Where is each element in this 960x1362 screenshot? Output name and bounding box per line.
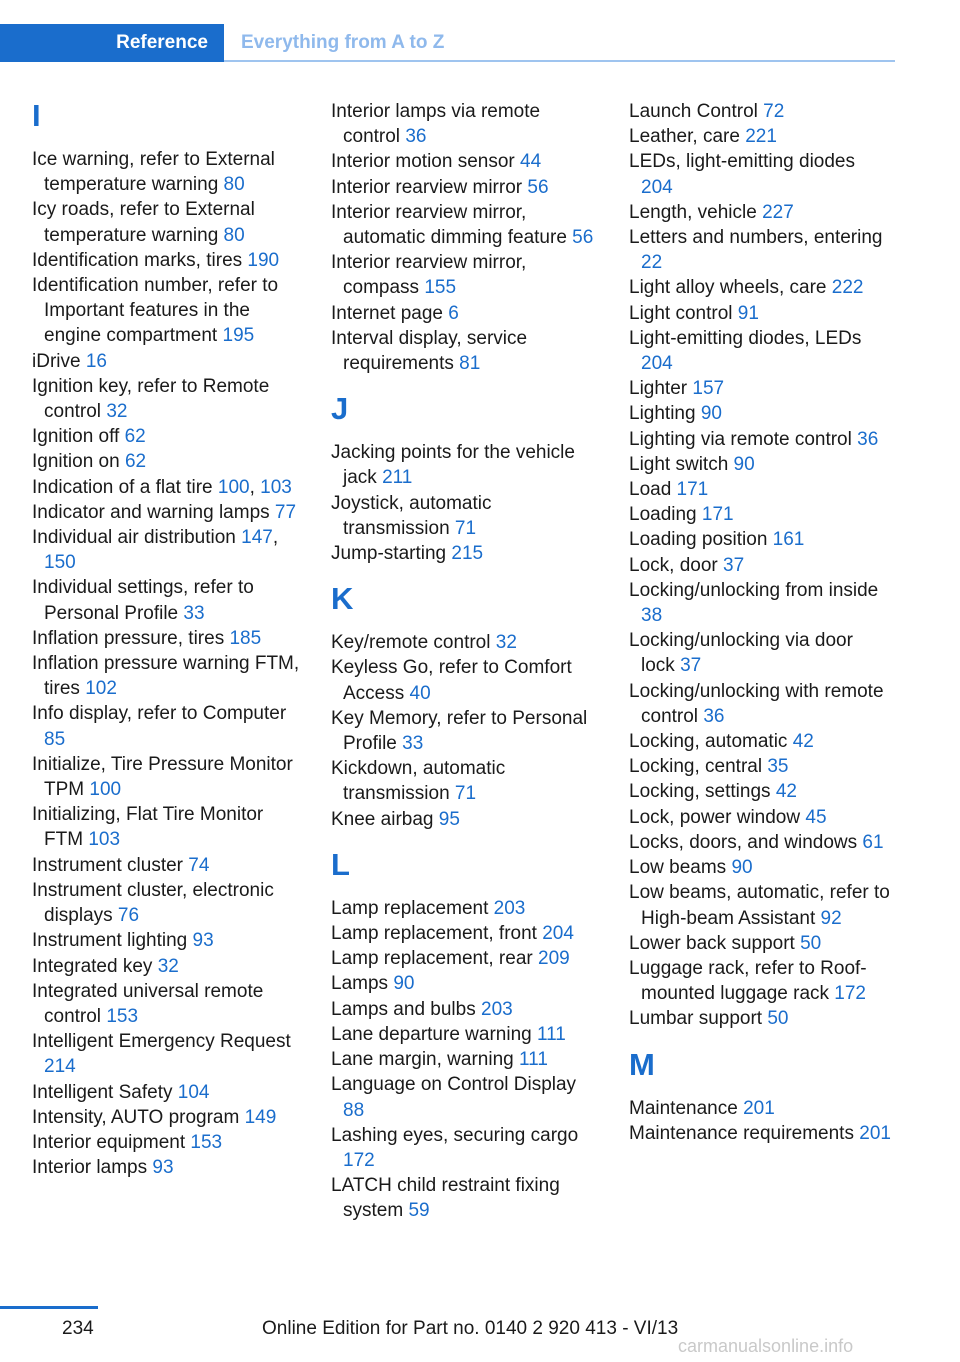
page-reference-link[interactable]: 161 — [772, 529, 805, 551]
page-reference-link[interactable]: 157 — [692, 378, 725, 400]
index-entry — [32, 525, 300, 575]
index-entry-term: Locking, central — [629, 756, 768, 778]
index-entry — [629, 830, 891, 855]
index-column-2 — [331, 99, 599, 1224]
index-letter-heading: I — [32, 98, 41, 133]
page-reference-link[interactable]: 32 — [495, 632, 517, 654]
index-entry — [629, 578, 891, 628]
index-entry — [331, 630, 599, 655]
index-entry-term: Length, vehicle — [629, 201, 763, 223]
index-entry — [32, 475, 300, 500]
index-entry-term: Intensity, AUTO program — [32, 1106, 245, 1128]
index-entry-term: Maintenance — [629, 1097, 744, 1119]
index-entry-term: Locking, settings — [629, 781, 776, 803]
index-entry — [331, 971, 599, 996]
index-entry — [629, 149, 891, 199]
index-entry — [32, 1155, 300, 1180]
index-entry-term: Lighting — [629, 403, 701, 425]
index-entry — [32, 928, 300, 953]
index-entry — [32, 349, 300, 374]
index-entry — [32, 374, 300, 424]
index-entry-term: Loading position — [629, 529, 773, 551]
index-entry-term: Lamp replacement — [331, 897, 494, 919]
index-entry-term: Maintenance requirements — [629, 1122, 860, 1144]
index-entry — [331, 1022, 599, 1047]
index-letter-heading: L — [331, 846, 350, 882]
index-entry — [32, 248, 300, 273]
page-reference-link[interactable]: 103 — [260, 476, 292, 498]
index-entry — [629, 200, 891, 225]
page-reference-link[interactable]: 102 — [85, 678, 117, 700]
index-entry-term: iDrive — [32, 350, 86, 372]
index-entry — [32, 752, 300, 802]
page-reference-link[interactable]: 90 — [733, 453, 755, 475]
page-reference-link[interactable]: 221 — [745, 126, 777, 148]
index-entry — [629, 880, 891, 930]
section-gap — [331, 376, 599, 392]
page-reference-link[interactable]: 149 — [244, 1106, 277, 1128]
index-entry-term: Lane margin, warning — [331, 1049, 519, 1071]
page-reference-link[interactable]: 95 — [438, 808, 460, 830]
index-entry — [32, 1080, 300, 1105]
page-reference-link[interactable]: 185 — [229, 627, 262, 649]
page-reference-link[interactable]: 32 — [106, 401, 128, 423]
page-reference-link[interactable]: 227 — [762, 201, 794, 223]
index-entry — [629, 401, 891, 426]
index-entry-term: Icy roads, refer to External temperature warning — [32, 199, 255, 246]
index-entry — [32, 626, 300, 651]
page-reference-link[interactable]: 172 — [343, 1149, 375, 1171]
page-reference-link[interactable]: 104 — [177, 1081, 210, 1103]
index-entry — [331, 1123, 599, 1173]
index-entry — [331, 99, 599, 149]
index-entry — [629, 326, 891, 376]
page-reference-link[interactable]: 81 — [459, 353, 481, 375]
index-entry — [331, 301, 599, 326]
index-column-1 — [32, 99, 300, 1180]
page-reference-link[interactable]: 111 — [536, 1023, 566, 1045]
page-reference-link[interactable]: 36 — [405, 126, 427, 148]
page-reference-link[interactable]: 203 — [481, 998, 513, 1020]
page-reference-link[interactable]: 59 — [408, 1200, 430, 1222]
index-entry-term: Locking/unlocking from inside — [629, 579, 879, 601]
running-header — [0, 24, 895, 62]
page-reference-link[interactable]: 91 — [737, 302, 759, 324]
page-reference-link[interactable]: 190 — [247, 249, 280, 271]
page-reference-link[interactable]: 90 — [731, 857, 753, 879]
page-reference-link[interactable]: 171 — [676, 479, 709, 501]
page-reference-link[interactable]: 37 — [723, 554, 745, 576]
index-entry — [629, 427, 891, 452]
page-number: 234 — [62, 1318, 94, 1339]
heading-spacer — [32, 133, 300, 147]
page-reference-link[interactable]: 153 — [190, 1131, 223, 1153]
page-reference-link[interactable]: 36 — [703, 705, 725, 727]
index-entry-term: Identification number, refer to Important features in the engine compartment — [32, 275, 279, 347]
page-reference-link[interactable]: 93 — [192, 930, 214, 952]
index-entry-term: Ignition key, refer to Remote control — [32, 375, 270, 423]
index-entry-term: Locking, automatic — [629, 731, 793, 753]
page-reference-link[interactable]: 215 — [451, 543, 484, 565]
page-reference-link[interactable]: 56 — [527, 176, 549, 198]
index-entry-term: Instrument lighting — [32, 930, 193, 952]
index-entry-term: Kickdown, automatic transmission — [331, 758, 506, 805]
index-entry-term: Lamps and bulbs — [331, 998, 481, 1020]
page-reference-link[interactable]: 37 — [680, 655, 702, 677]
page-reference-link[interactable]: 201 — [743, 1097, 775, 1119]
page-reference-link[interactable]: 76 — [117, 905, 140, 927]
index-entry-term: Light switch — [629, 453, 734, 475]
index-entry-term: Lamp replacement, rear — [331, 948, 538, 970]
page-reference-link[interactable]: 33 — [183, 602, 205, 624]
index-entry — [32, 500, 300, 525]
index-entry — [629, 931, 891, 956]
index-entry-term: Jump-starting — [331, 543, 452, 565]
index-entry-term: Indicator and warning lamps — [32, 501, 275, 523]
page-reference-link[interactable]: 45 — [805, 806, 827, 828]
index-entry — [32, 1105, 300, 1130]
index-entry-term: Initializing, Flat Tire Monitor FTM — [32, 804, 264, 851]
page-reference-link[interactable]: 62 — [124, 451, 147, 473]
page-reference-link[interactable]: 201 — [859, 1122, 891, 1144]
index-entry-term: Indication of a flat tire — [32, 476, 218, 498]
index-letter-heading: K — [331, 581, 354, 617]
index-entry-term: Key Memory, refer to Personal Profile — [331, 707, 588, 755]
index-entry — [629, 553, 891, 578]
page-reference-link[interactable]: 36 — [857, 428, 879, 450]
index-entry-term: Light control — [629, 302, 738, 324]
section-gap — [331, 832, 599, 848]
index-entry-term: Light alloy wheels, care — [629, 277, 832, 299]
index-entry-term: Lumbar support — [629, 1008, 768, 1030]
page-reference-link[interactable]: 222 — [831, 277, 864, 299]
index-entry-term: Launch Control — [629, 101, 764, 122]
index-entry — [331, 326, 599, 376]
index-entry — [32, 878, 300, 928]
index-entry-term: Ice warning, refer to External temperature warning — [32, 149, 275, 196]
index-entry — [629, 956, 891, 1006]
page-reference-link[interactable]: 172 — [834, 983, 866, 1005]
index-entry — [32, 651, 300, 701]
page-reference-link[interactable]: 32 — [157, 955, 179, 977]
index-entry — [32, 424, 300, 449]
heading-spacer — [629, 1082, 891, 1096]
index-entry — [32, 701, 300, 751]
page-reference-link[interactable]: 80 — [223, 224, 245, 246]
index-entry — [629, 679, 891, 729]
index-entry — [629, 225, 891, 275]
page-reference-link[interactable]: 74 — [188, 854, 210, 876]
index-entry — [331, 175, 599, 200]
index-entry — [32, 575, 300, 625]
index-entry-term: Identification marks, tires — [32, 249, 248, 271]
index-entry-term: Lane departure warning — [331, 1023, 537, 1045]
index-entry-term: Interior lamps — [32, 1157, 153, 1179]
page-reference-link[interactable]: 71 — [454, 517, 477, 539]
index-entry-term: Initialize, Tire Pressure Monitor TPM — [32, 753, 293, 801]
index-entry-term: Individual air distribution — [32, 527, 242, 549]
index-entry — [629, 301, 891, 326]
page-reference-link[interactable]: 93 — [152, 1157, 174, 1179]
index-entry — [331, 756, 599, 806]
index-entry-term: Key/remote control — [331, 632, 496, 654]
page-reference-link[interactable]: 204 — [641, 176, 673, 198]
page-reference-link[interactable]: 6 — [448, 302, 459, 324]
section-subtitle: Everything from A to Z — [241, 32, 445, 53]
index-entry — [32, 979, 300, 1029]
index-entry — [331, 896, 599, 921]
index-entry-term: Integrated universal remote control — [32, 980, 264, 1027]
index-entry — [331, 997, 599, 1022]
page-reference-link[interactable]: 204 — [542, 923, 574, 945]
page-separator: , — [272, 527, 279, 549]
index-entry — [331, 491, 599, 541]
page-reference-link[interactable]: 50 — [800, 932, 822, 954]
index-entry-term: Light-emitting diodes, LEDs — [629, 327, 862, 349]
page-reference-link[interactable]: 38 — [641, 605, 663, 627]
page-reference-link[interactable]: 214 — [44, 1056, 76, 1078]
page-reference-link[interactable]: 209 — [538, 948, 570, 970]
header-rule — [224, 60, 895, 62]
page-separator: , — [249, 476, 261, 498]
page-reference-link[interactable]: 71 — [454, 783, 477, 805]
index-entry-term: Lock, door — [629, 554, 723, 576]
page-reference-link[interactable]: 211 — [382, 467, 413, 489]
page-reference-link[interactable]: 22 — [641, 252, 663, 274]
index-entry-term: Ignition off — [32, 426, 125, 448]
page-reference-link[interactable]: 90 — [393, 973, 415, 995]
page-reference-link[interactable]: 155 — [424, 277, 457, 299]
page-reference-link[interactable]: 195 — [222, 325, 255, 347]
page-reference-link[interactable]: 100 — [89, 779, 122, 801]
index-entry — [32, 802, 300, 852]
index-entry — [331, 250, 599, 300]
index-entry-term: Intelligent Emergency Request — [32, 1031, 291, 1053]
index-entry-term: Inflation pressure warning FTM, tires — [32, 653, 300, 700]
index-entry-term: Low beams, automatic, refer to High-beam Assistant — [629, 882, 890, 929]
index-entry — [629, 477, 891, 502]
index-entry — [629, 1096, 891, 1121]
page-reference-link[interactable]: 147 — [241, 527, 273, 549]
index-entry-term: Interior rearview mirror, compass — [331, 252, 527, 299]
index-entry-term: Leather, care — [629, 126, 746, 148]
page-reference-link[interactable]: 44 — [520, 151, 542, 173]
index-entry — [331, 706, 599, 756]
index-entry — [331, 149, 599, 174]
page-reference-link[interactable]: 153 — [106, 1005, 139, 1027]
index-entry — [629, 527, 891, 552]
index-entry — [32, 449, 300, 474]
page-reference-link[interactable]: 111 — [519, 1049, 548, 1071]
index-entry — [629, 124, 891, 149]
index-entry — [629, 376, 891, 401]
index-entry — [32, 147, 300, 197]
page-reference-link[interactable]: 171 — [701, 504, 734, 526]
index-entry-term: LEDs, light-emitting diodes — [629, 151, 855, 173]
index-entry-term: Lashing eyes, securing cargo — [331, 1124, 579, 1146]
page-reference-link[interactable]: 62 — [124, 426, 146, 448]
index-entry-term: Joystick, automatic transmission — [331, 492, 492, 539]
index-entry — [629, 754, 891, 779]
page-reference-link[interactable]: 77 — [274, 501, 297, 523]
page-reference-link[interactable]: 42 — [792, 731, 814, 753]
index-entry — [629, 275, 891, 300]
index-entry-term: Jacking points for the vehicle jack — [331, 442, 575, 489]
watermark: carmanualsonline.info — [678, 1336, 854, 1356]
index-entry-term: Lamps — [331, 973, 394, 995]
heading-spacer — [331, 882, 599, 896]
index-entry-term: Instrument cluster — [32, 854, 189, 876]
page-reference-link[interactable]: 204 — [641, 353, 673, 375]
index-entry — [629, 1121, 891, 1146]
page-reference-link[interactable]: 80 — [223, 174, 245, 196]
index-entry — [629, 855, 891, 880]
index-entry-term: Keyless Go, refer to Comfort Access — [331, 657, 572, 704]
index-entry-term: Low beams — [629, 857, 732, 879]
index-entry-term: Lower back support — [629, 932, 801, 954]
index-entry-term: Locking/unlocking via door lock — [629, 630, 853, 677]
index-entry — [32, 273, 300, 349]
index-entry — [629, 805, 891, 830]
index-entry — [629, 502, 891, 527]
page-reference-link[interactable]: 50 — [767, 1008, 789, 1030]
index-entry-term: Instrument cluster, electronic displays — [32, 879, 274, 927]
index-entry-term: Ignition on — [32, 451, 125, 473]
page-reference-link[interactable]: 88 — [343, 1099, 365, 1121]
index-entry — [331, 541, 599, 566]
index-entry-term: LATCH child restraint fixing system — [331, 1175, 560, 1222]
page-reference-link[interactable]: 100 — [217, 476, 250, 498]
index-entry — [331, 946, 599, 971]
section-gap — [331, 566, 599, 582]
index-entry — [629, 99, 891, 124]
page-reference-link[interactable]: 42 — [775, 781, 797, 803]
index-entry — [629, 1006, 891, 1031]
index-letter-heading: J — [331, 391, 349, 427]
index-entry-term: Interior rearview mirror, automatic dimming feature — [331, 201, 573, 249]
index-entry — [32, 1029, 300, 1079]
index-entry — [629, 779, 891, 804]
index-entry-term: Internet page — [331, 302, 449, 324]
index-entry — [32, 1130, 300, 1155]
page-reference-link[interactable]: 92 — [820, 907, 842, 929]
index-entry-term: Knee airbag — [331, 808, 439, 830]
index-entry-term: Info display, refer to Computer — [32, 703, 287, 725]
index-letter-heading: M — [629, 1046, 655, 1082]
section-gap — [629, 1032, 891, 1048]
page-reference-link[interactable]: 72 — [763, 101, 785, 122]
index-entry — [331, 1072, 599, 1122]
index-entry-term: Luggage rack, refer to Roof-mounted luggage rack — [629, 957, 867, 1005]
page-reference-link[interactable]: 61 — [862, 831, 884, 853]
index-entry — [331, 807, 599, 832]
index-entry-term: Lighter — [629, 378, 693, 400]
index-entry-term: Interior motion sensor — [331, 151, 521, 173]
index-entry — [629, 628, 891, 678]
index-entry — [331, 921, 599, 946]
index-entry-term: Language on Control Display — [331, 1074, 577, 1096]
index-entry — [629, 729, 891, 754]
index-entry — [629, 452, 891, 477]
page-reference-link[interactable]: 56 — [572, 227, 594, 249]
index-entry — [32, 197, 300, 247]
page-reference-link[interactable]: 203 — [493, 897, 526, 919]
index-entry-term: Loading — [629, 504, 702, 526]
index-entry-term: Integrated key — [32, 955, 158, 977]
page-reference-link[interactable]: 103 — [88, 829, 121, 851]
page-reference-link[interactable]: 40 — [409, 682, 431, 704]
page-reference-link[interactable]: 150 — [44, 552, 76, 574]
index-entry — [331, 1047, 599, 1072]
heading-spacer — [331, 426, 599, 440]
index-entry-term: Lamp replacement, front — [331, 923, 543, 945]
page-reference-link[interactable]: 90 — [700, 403, 722, 425]
index-entry-term: Interior rearview mirror — [331, 176, 528, 198]
index-entry — [331, 200, 599, 250]
index-entry-term: Letters and numbers, entering — [629, 227, 883, 249]
index-entry-term: Interior lamps via remote control — [331, 101, 541, 148]
index-entry-term: Lighting via remote control — [629, 428, 858, 450]
index-column-3 — [629, 99, 891, 1146]
index-entry — [32, 954, 300, 979]
index-entry-term: Interior equipment — [32, 1131, 191, 1153]
index-entry — [331, 440, 599, 490]
page-reference-link[interactable]: 35 — [767, 756, 789, 778]
page-reference-link[interactable]: 85 — [44, 728, 66, 750]
index-entry — [331, 655, 599, 705]
index-entry-term: Lock, power window — [629, 806, 806, 828]
index-entry-term: Locks, doors, and windows — [629, 831, 863, 853]
index-entry-term: Locking/unlocking with remote control — [629, 680, 884, 727]
index-entry-term: Interval display, service requirements — [331, 327, 528, 375]
index-entry — [331, 1173, 599, 1223]
page-reference-link[interactable]: 33 — [402, 733, 424, 755]
index-entry-term: Individual settings, refer to Personal Profile — [32, 577, 254, 624]
heading-spacer — [331, 616, 599, 630]
index-entry — [32, 853, 300, 878]
section-tab: Reference — [0, 24, 224, 62]
index-entry-term: Inflation pressure, tires — [32, 627, 230, 649]
page-reference-link[interactable]: 16 — [85, 350, 107, 372]
edition-note: Online Edition for Part no. 0140 2 920 413 - VI/13 — [262, 1318, 679, 1339]
index-entry-term: Intelligent Safety — [32, 1081, 178, 1103]
footer-rule — [0, 1306, 98, 1309]
index-entry-term: Load — [629, 479, 677, 501]
